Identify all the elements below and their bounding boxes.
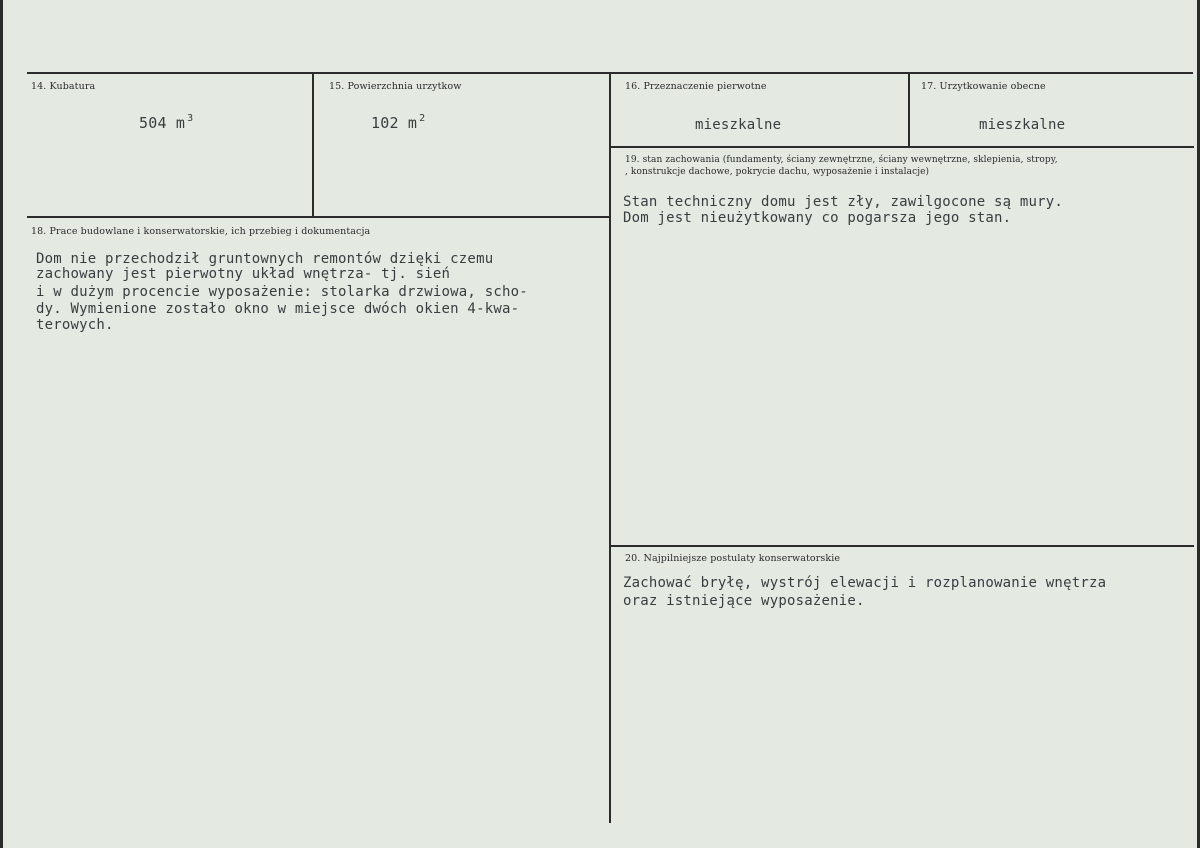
field-18-label: 18. Prace budowlane i konserwatorskie, ich przebieg i dokumentacja (31, 226, 371, 237)
field-18-line: i w dużym procencie wyposażenie: stolarka drzwiowa, scho- (36, 284, 528, 300)
field-20-line: Zachować bryłę, wystrój elewacji i rozplanowanie wnętrza (623, 575, 1107, 591)
field-18-line: Dom nie przechodził gruntownych remontów dzięki czemu (36, 251, 494, 267)
field-19-label-line1: 19. stan zachowania (fundamenty, ściany zewnętrzne, ściany wewnętrzne, sklepienia, stropy, (625, 155, 1058, 165)
field-16-label: 16. Przeznaczenie pierwotne (625, 81, 767, 92)
field-17-label: 17. Urzytkowanie obecne (921, 81, 1046, 92)
kubatura-unit-sup: 3 (187, 113, 194, 124)
field-15-value (371, 113, 426, 133)
field-19-label-line2: , konstrukcje dachowe, pokrycie dachu, wyposażenie i instalacje) (625, 167, 930, 177)
field-18-line: zachowany jest pierwotny układ wnętrza- tj. sień (36, 266, 451, 282)
field-16-value: mieszkalne (695, 117, 782, 133)
powierzchnia-unit-sup: 2 (419, 113, 426, 124)
field-14-value (139, 113, 194, 133)
field-20-label: 20. Najpilniejsze postulaty konserwatorskie (625, 553, 841, 564)
field-19-line: Stan techniczny domu jest zły, zawilgocone są mury. (623, 194, 1064, 210)
field-14-label: 14. Kubatura (31, 81, 96, 92)
field-19-line: Dom jest nieużytkowany co pogarsza jego stan. (623, 210, 1012, 226)
kubatura-value: 504 m (139, 114, 186, 132)
field-18-line: dy. Wymienione zostało okno w miejsce dwóch okien 4-kwa- (36, 301, 520, 317)
field-20-line: oraz istniejące wyposażenie. (623, 593, 865, 609)
divider-16-17 (908, 73, 910, 146)
powierzchnia-value: 102 m (371, 114, 418, 132)
field-18-line: terowych. (36, 317, 114, 333)
divider-14-15 (312, 73, 314, 216)
rule-above-18 (27, 216, 611, 218)
rule-above-20 (610, 545, 1194, 547)
rule-under-16-17 (610, 146, 1194, 148)
divider-center (609, 73, 611, 823)
field-17-value: mieszkalne (979, 117, 1066, 133)
field-15-label: 15. Powierzchnia urzytkow (329, 81, 462, 92)
